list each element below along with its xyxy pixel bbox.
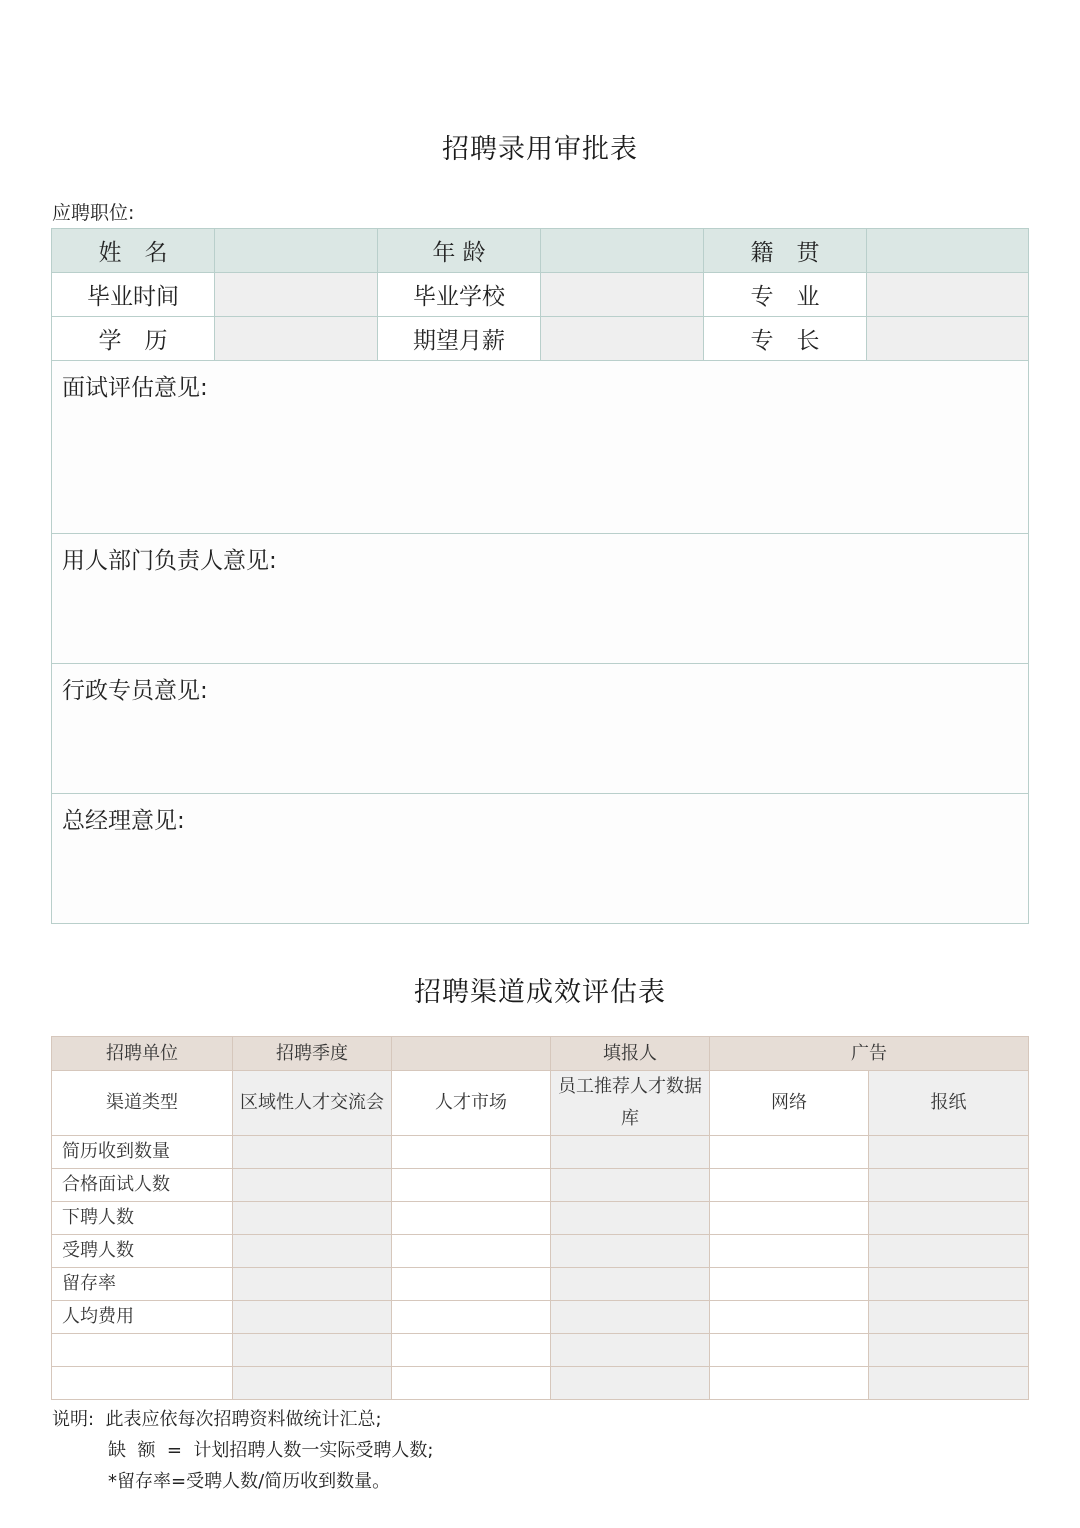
note-line: *留存率=受聘人数/简历收到数量。 xyxy=(108,1471,391,1492)
referral-database-label: 员工推荐人才数据库 xyxy=(551,1071,710,1136)
metric-label: 受聘人数 xyxy=(52,1235,233,1268)
data-cell[interactable] xyxy=(392,1136,551,1169)
education-label: 学 历 xyxy=(52,317,215,361)
major-label: 专 业 xyxy=(704,273,867,317)
data-cell[interactable] xyxy=(233,1367,392,1400)
data-cell[interactable] xyxy=(551,1235,710,1268)
data-cell[interactable] xyxy=(233,1202,392,1235)
gm-opinion-field[interactable] xyxy=(52,794,1029,924)
data-cell[interactable] xyxy=(869,1202,1029,1235)
channel-table xyxy=(51,1036,1029,1400)
blank-header-cell[interactable] xyxy=(392,1037,551,1071)
data-cell[interactable] xyxy=(551,1136,710,1169)
data-cell[interactable] xyxy=(710,1334,869,1367)
table-row xyxy=(52,229,1029,273)
metric-label: 留存率 xyxy=(52,1268,233,1301)
data-cell[interactable] xyxy=(869,1268,1029,1301)
data-cell[interactable] xyxy=(392,1334,551,1367)
channel-type-label: 渠道类型 xyxy=(52,1071,233,1136)
position-label: 应聘职位: xyxy=(52,202,135,224)
expected-salary-field[interactable] xyxy=(541,317,704,361)
data-cell[interactable] xyxy=(869,1301,1029,1334)
gm-opinion-label: 总经理意见: xyxy=(62,808,185,834)
metric-label[interactable] xyxy=(52,1334,233,1367)
data-cell[interactable] xyxy=(710,1169,869,1202)
table-row xyxy=(52,1136,1029,1169)
name-field[interactable] xyxy=(215,229,378,273)
table-row xyxy=(52,1235,1029,1268)
name-label: 姓 名 xyxy=(52,229,215,273)
data-cell[interactable] xyxy=(551,1169,710,1202)
data-cell[interactable] xyxy=(710,1136,869,1169)
table-row xyxy=(52,1367,1029,1400)
data-cell[interactable] xyxy=(233,1268,392,1301)
graduation-time-label: 毕业时间 xyxy=(52,273,215,317)
specialty-field[interactable] xyxy=(867,317,1029,361)
admin-opinion-label: 行政专员意见: xyxy=(62,678,208,704)
admin-opinion-field[interactable] xyxy=(52,664,1029,794)
data-cell[interactable] xyxy=(233,1136,392,1169)
newspaper-label: 报纸 xyxy=(869,1071,1029,1136)
table-row xyxy=(52,1268,1029,1301)
specialty-label: 专 长 xyxy=(704,317,867,361)
data-cell[interactable] xyxy=(551,1202,710,1235)
approval-form-title: 招聘录用审批表 xyxy=(442,134,638,165)
talent-market-label: 人才市场 xyxy=(392,1071,551,1136)
metric-label: 简历收到数量 xyxy=(52,1136,233,1169)
season-label: 招聘季度 xyxy=(233,1037,392,1071)
data-cell[interactable] xyxy=(233,1301,392,1334)
data-cell[interactable] xyxy=(551,1301,710,1334)
channel-type-row xyxy=(52,1071,1029,1136)
table-row xyxy=(52,317,1029,361)
data-cell[interactable] xyxy=(710,1268,869,1301)
data-cell[interactable] xyxy=(233,1334,392,1367)
reporter-label: 填报人 xyxy=(551,1037,710,1071)
table-row xyxy=(52,1202,1029,1235)
data-cell[interactable] xyxy=(392,1235,551,1268)
department-head-opinion-label: 用人部门负责人意见: xyxy=(62,548,277,574)
data-cell[interactable] xyxy=(551,1268,710,1301)
data-cell[interactable] xyxy=(233,1169,392,1202)
expected-salary-label: 期望月薪 xyxy=(378,317,541,361)
table-header-row xyxy=(52,1037,1029,1071)
data-cell[interactable] xyxy=(710,1235,869,1268)
school-label: 毕业学校 xyxy=(378,273,541,317)
data-cell[interactable] xyxy=(392,1202,551,1235)
hometown-field[interactable] xyxy=(867,229,1029,273)
online-label: 网络 xyxy=(710,1071,869,1136)
regional-fair-label: 区域性人才交流会 xyxy=(233,1071,392,1136)
approval-table xyxy=(51,228,1029,924)
unit-label: 招聘单位 xyxy=(52,1037,233,1071)
data-cell[interactable] xyxy=(869,1367,1029,1400)
ad-label: 广告 xyxy=(710,1037,1029,1071)
education-field[interactable] xyxy=(215,317,378,361)
department-head-opinion-field[interactable] xyxy=(52,534,1029,664)
data-cell[interactable] xyxy=(392,1268,551,1301)
data-cell[interactable] xyxy=(233,1235,392,1268)
metric-label: 合格面试人数 xyxy=(52,1169,233,1202)
data-cell[interactable] xyxy=(869,1169,1029,1202)
interview-opinion-field[interactable] xyxy=(52,361,1029,534)
school-field[interactable] xyxy=(541,273,704,317)
table-row xyxy=(52,1169,1029,1202)
age-label: 年 龄 xyxy=(378,229,541,273)
data-cell[interactable] xyxy=(869,1235,1029,1268)
data-cell[interactable] xyxy=(551,1367,710,1400)
interview-opinion-label: 面试评估意见: xyxy=(62,375,208,401)
major-field[interactable] xyxy=(867,273,1029,317)
hometown-label: 籍 贯 xyxy=(704,229,867,273)
table-row xyxy=(52,273,1029,317)
metric-label: 人均费用 xyxy=(52,1301,233,1334)
data-cell[interactable] xyxy=(392,1301,551,1334)
table-row xyxy=(52,1301,1029,1334)
data-cell[interactable] xyxy=(710,1301,869,1334)
data-cell[interactable] xyxy=(869,1136,1029,1169)
table-row xyxy=(52,1334,1029,1367)
channel-form-title: 招聘渠道成效评估表 xyxy=(414,977,666,1008)
metric-label: 下聘人数 xyxy=(52,1202,233,1235)
data-cell[interactable] xyxy=(869,1334,1029,1367)
data-cell[interactable] xyxy=(551,1334,710,1367)
data-cell[interactable] xyxy=(710,1367,869,1400)
graduation-time-field[interactable] xyxy=(215,273,378,317)
note-line: 说明: 此表应依每次招聘资料做统计汇总; xyxy=(52,1409,382,1430)
metric-label[interactable] xyxy=(52,1367,233,1400)
age-field[interactable] xyxy=(541,229,704,273)
data-cell[interactable] xyxy=(710,1202,869,1235)
data-cell[interactable] xyxy=(392,1367,551,1400)
note-line: 缺 额 = 计划招聘人数一实际受聘人数; xyxy=(108,1440,434,1461)
data-cell[interactable] xyxy=(392,1169,551,1202)
